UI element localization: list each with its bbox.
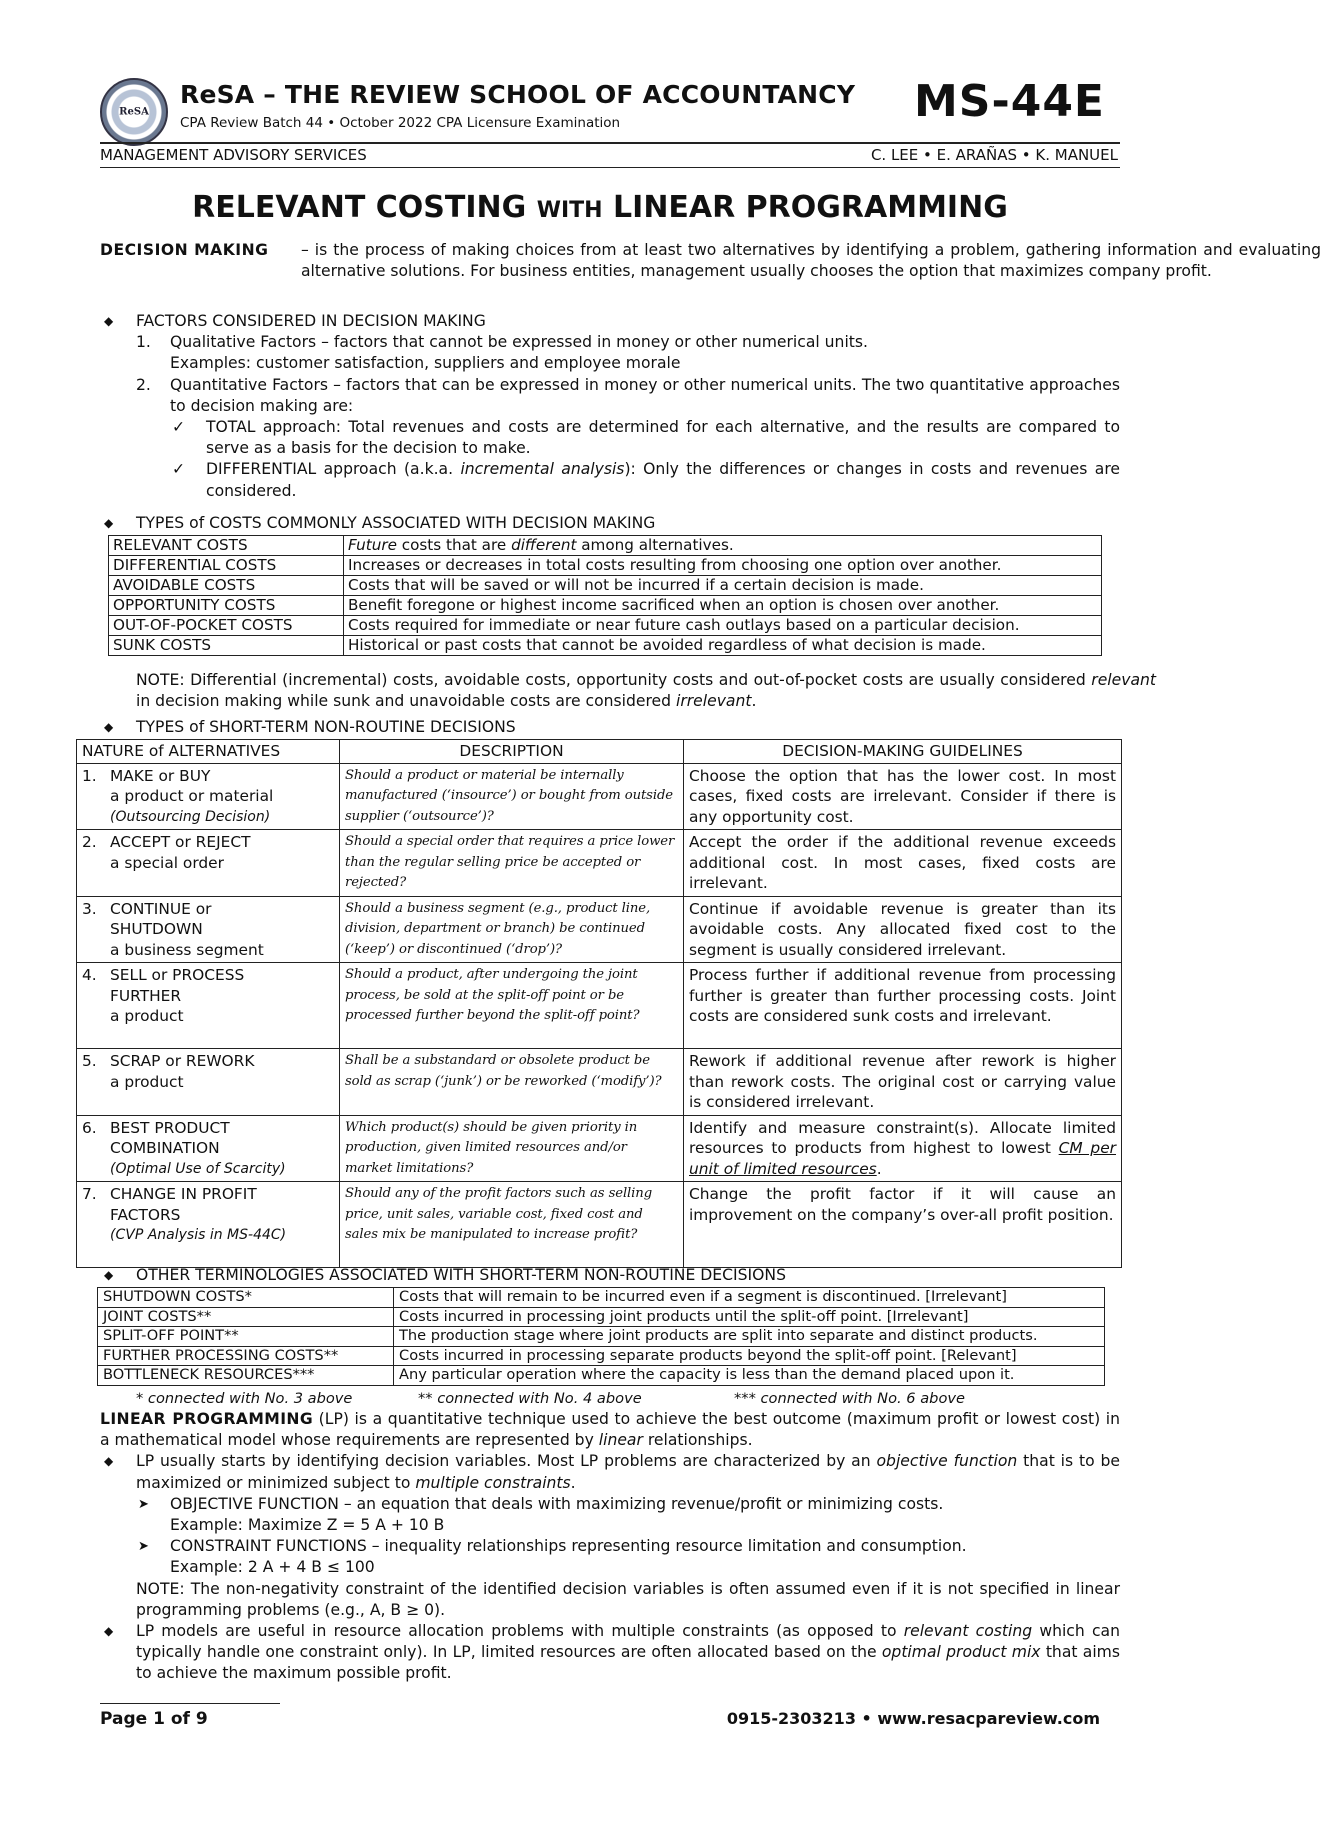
terminologies-table: [97, 1287, 1105, 1386]
document-page: ReSA ReSA – THE REVIEW SCHOOL OF ACCOUNTANCY CPA Review Batch 44 • October 2022 CPA Licensure Examination MS-44E MANAGEMENT ADVISORY SERVICES C. LEE • E. ARAÑAS • K. MANUEL RELEVANT COSTING WITH LINEAR PROGRAMMING DECISION MAKING – is the process of making choices from at least two alternatives by identifying a problem, gathering information and evaluating alternative solutions. For business entities, management usually chooses the option that maximizes company profit. ◆ FACTORS CONSIDERED IN DECISION MAKING 1. Qualitative Factors – factors that cannot be expressed in money or other numerical units. Examples: customer satisfaction, suppliers and employee morale 2. Quantitative Factors – factors that can be expressed in money or other numerical units. The two quantitative approaches to decision making are: ✓ TOTAL approach: Total revenues and costs are determined for each alternative, and the results are compared to serve as a basis for the decision to make. ✓ DIFFERENTIAL approach (a.k.a. incremental analysis): Only the differences or changes in costs and revenues are considered. ◆ TYPES of COSTS COMMONLY ASSOCIATED WITH DECISION MAKING RELEVANT COSTS Future costs that are different among alternatives. DIFFERENTIAL COSTS Increases or decreases in total costs resulting from choosing one option over another. AVOIDABLE COSTS Costs that will be saved or will not be incurred if a certain decision is made. OPPORTUNITY COSTS Benefit foregone or highest income sacrificed when an option is chosen over another. OUT-OF-POCKET COSTS Costs required for immediate or near future cash outlays based on a particular decision. SUNK COSTS Historical or past costs that cannot be avoided regardless of what decision is made. NOTE: Differential (incremental) costs, avoidable costs, opportunity costs and out-of-pocket costs are usually considered relevant in decision making while sunk and unavoidable costs are considered irrelevant. ◆ TYPES of SHORT-TERM NON-ROUTINE DECISIONS NATURE of ALTERNATIVES DESCRIPTION DECISION-MAKING GUIDELINES 1. MAKE or BUY a product or material (Outsourcing Decision) Should a product or material be internally manufactured (‘insource’) or bought from outside supplier (‘outsource’)? Choose the option that has the lower cost. In most cases, fixed costs are irrelevant. Consider if there is any opportunity cost. 2. ACCEPT or REJECT a special order Should a special order that requires a price lower than the regular selling price be accepted or rejected? Accept the order if the additional revenue exceeds additional cost. In most cases, fixed costs are irrelevant. 3. CONTINUE or SHUTDOWN a business segment Should a business segment (e.g., product line, division, department or branch) be continued (‘keep’) or discontinued (‘drop’)? Continue if avoidable revenue is greater than its avoidable costs. Any allocated fixed cost to the segment is usually considered irrelevant. 4. SELL or PROCESS FURTHER a product Should a product, after undergoing the joint process, be sold at the split-off point or be processed further beyond the split-off point? Process further if additional revenue from processing further is greater than further processing costs. Joint costs are considered sunk costs and irrelevant. 5. SCRAP or REWORK a product Shall be a substandard or obsolete product be sold as scrap (‘junk’) or be reworked (‘modify’)? Rework if additional revenue after rework is higher than rework costs. The original cost or carrying value is considered irrelevant. 6. BEST PRODUCT COMBINATION (Optimal Use of Scarcity) Which product(s) should be given priority in production, given limited resources and/or market limitations? Identify and measure constraint(s). Allocate limited resources to products from highest to lowest CM per unit of limited resources. 7. CHANGE IN PROFIT FACTORS (CVP Analysis in MS-44C) Should any of the profit factors such as selling price, unit sales, variable cost, fixed cost and sales mix be manipulated to increase profit? Change the profit factor if it will cause an improvement on the company’s over-all profit position. ◆ OTHER TERMINOLOGIES ASSOCIATED WITH SHORT-TERM NON-ROUTINE DECISIONS SHUTDOWN COSTS* Costs that will remain to be incurred even if a segment is discontinued. [Irrelevant] JOINT COSTS** Costs incurred in processing joint products until the split-off point. [Irrelevant] SPLIT-OFF POINT** The production stage where joint products are split into separate and distinct products. FURTHER PROCESSING COSTS** Costs incurred in processing separate products beyond the split-off point. [Relevant] BOTTLENECK RESOURCES*** Any particular operation where the capacity is less than the demand placed upon it. * connected with No. 3 above ** connected with No. 4 above *** connected with No. 6 above LINEAR PROGRAMMING (LP) is a quantitative technique used to achieve the best outcome (maximum profit or lowest cost) in a mathematical model whose requirements are represented by linear relationships. ◆ LP usually starts by identifying decision variables. Most LP problems are characterized by an objective function that is to be maximized or minimized subject to multiple constraints. ➤ OBJECTIVE FUNCTION – an equation that deals with maximizing revenue/profit or minimizing costs. Example: Maximize Z = 5 A + 10 B ➤ CONSTRAINT FUNCTIONS – inequality relationships representing resource limitation and consumption. Example: 2 A + 4 B ≤ 100 NOTE: The non-negativity constraint of the identified decision variables is often assumed even if it is not specified in linear programming problems (e.g., A, B ≥ 0). ◆ LP models are useful in resource allocation problems with multiple constraints (as opposed to relevant costing which can typically handle one constraint only). In LP, limited resources are often allocated based on the optimal product mix that aims to achieve the maximum possible profit. Page 1 of 9 0915-2303213 • www.resacpareview.com: [0, 0, 1200, 1835]
header-rule: [100, 142, 1120, 144]
contact-info: 0915-2303213 • www.resacpareview.com: [726, 1709, 1100, 1728]
constraint-functions: ➤ CONSTRAINT FUNCTIONS – inequality relationships representing resource limitation and consumption.: [138, 1537, 967, 1556]
table-row: BOTTLENECK RESOURCES*** Any particular operation where the capacity is less than the demand placed upon it.: [98, 1366, 1105, 1386]
authors: C. LEE • E. ARAÑAS • K. MANUEL: [870, 146, 1118, 164]
page-title: RELEVANT COSTING WITH LINEAR PROGRAMMING: [192, 190, 1008, 225]
table-row: 5. SCRAP or REWORK a product Shall be a substandard or obsolete product be sold as scrap (‘junk’) or be reworked (‘modify’)? Rework if additional revenue after rework is higher than rework costs. The original cost or carrying value is considered irrelevant.: [77, 1049, 1122, 1116]
page-number: Page 1 of 9: [100, 1709, 208, 1729]
table-row: SUNK COSTS Historical or past costs that cannot be avoided regardless of what decision is made.: [109, 636, 1102, 656]
cost-types-note: NOTE: Differential (incremental) costs, avoidable costs, opportunity costs and out-of-pocket costs are usually considered relevant in decision making while sunk and unavoidable costs are considered irrelevant.: [136, 671, 1156, 711]
table-row: DIFFERENTIAL COSTS Increases or decreases in total costs resulting from choosing one option over another.: [109, 556, 1102, 576]
cost-types-table: [108, 535, 1102, 656]
table-row: 2. ACCEPT or REJECT a special order Should a special order that requires a price lower than the regular selling price be accepted or rejected? Accept the order if the additional revenue exceeds additional cost. In most cases, fixed costs are irrelevant.: [77, 830, 1122, 897]
table-row: 6. BEST PRODUCT COMBINATION (Optimal Use of Scarcity) Which product(s) should be given priority in production, given limited resources and/or market limitations? Identify and measure constraint(s). Allocate limited resources to products from highest to lowest CM per unit of limited resources.: [77, 1115, 1122, 1182]
table-row: 7. CHANGE IN PROFIT FACTORS (CVP Analysis in MS-44C) Should any of the profit factors such as selling price, unit sales, variable cost, fixed cost and sales mix be manipulated to increase profit? Change the profit factor if it will cause an improvement on the company’s over-all profit position.: [77, 1182, 1122, 1268]
lp-bullet-2: ◆ LP models are useful in resource allocation problems with multiple constraints (as opposed to relevant costing which can typically handle one constraint only). In LP, limited resources are often allocated based on the optimal product mix that aims to achieve the maximum possible profit.: [104, 1622, 1120, 1683]
objective-function: ➤ OBJECTIVE FUNCTION – an equation that deals with maximizing revenue/profit or minimizing costs.: [138, 1494, 944, 1513]
objective-example: Example: Maximize Z = 5 A + 10 B: [170, 1516, 445, 1535]
table-row: 4. SELL or PROCESS FURTHER a product Should a product, after undergoing the joint process, be sold at the split-off point or be processed further beyond the split-off point? Process further if additional revenue from processing further is greater than further processing costs. Joint costs are considered sunk costs and irrelevant.: [77, 963, 1122, 1049]
table-row: OUT-OF-POCKET COSTS Costs required for immediate or near future cash outlays based on a particular decision.: [109, 616, 1102, 636]
differential-approach: ✓ DIFFERENTIAL approach (a.k.a. incremental analysis): Only the differences or changes in costs and revenues are considered.: [172, 460, 1120, 500]
footer-rule: [100, 1703, 280, 1704]
department: MANAGEMENT ADVISORY SERVICES: [100, 146, 367, 164]
lp-note: NOTE: The non-negativity constraint of the identified decision variables is often assumed even if it is not specified in linear programming problems (e.g., A, B ≥ 0).: [136, 1579, 1120, 1619]
table-row: SHUTDOWN COSTS* Costs that will remain to be incurred even if a segment is discontinued. [Irrelevant]: [98, 1288, 1105, 1308]
batch-line: CPA Review Batch 44 • October 2022 CPA Licensure Examination: [180, 115, 621, 131]
table-row: RELEVANT COSTS Future costs that are different among alternatives.: [109, 536, 1102, 556]
document-code: MS-44E: [913, 76, 1105, 127]
decisions-table: [76, 739, 1122, 1268]
table-row: 3. CONTINUE or SHUTDOWN a business segment Should a business segment (e.g., product line, division, department or branch) be continued (‘keep’) or discontinued (‘drop’)? Continue if avoidable revenue is greater than its avoidable costs. Any allocated fixed cost to the segment is usually considered irrelevant.: [77, 896, 1122, 963]
factors-section: [100, 311, 1120, 502]
header-rule-2: [100, 167, 1120, 168]
table-row: OPPORTUNITY COSTS Benefit foregone or highest income sacrificed when an option is chosen over another.: [109, 596, 1102, 616]
table-row: SPLIT-OFF POINT** The production stage where joint products are split into separate and distinct products.: [98, 1327, 1105, 1347]
lp-definition: LINEAR PROGRAMMING (LP) is a quantitative technique used to achieve the best outcome (maximum profit or lowest cost) in a mathematical model whose requirements are represented by linear relationships.: [100, 1410, 1120, 1450]
qualitative-factors: 1. Qualitative Factors – factors that cannot be expressed in money or other numerical units.: [136, 333, 868, 352]
cost-types-heading: ◆ TYPES of COSTS COMMONLY ASSOCIATED WITH DECISION MAKING: [104, 514, 656, 532]
table-row: AVOIDABLE COSTS Costs that will be saved or will not be incurred if a certain decision is made.: [109, 576, 1102, 596]
terminologies-heading: ◆ OTHER TERMINOLOGIES ASSOCIATED WITH SHORT-TERM NON-ROUTINE DECISIONS: [104, 1266, 786, 1284]
constraint-example: Example: 2 A + 4 B ≤ 100: [170, 1558, 375, 1577]
quantitative-factors: 2. Quantitative Factors – factors that can be expressed in money or other numerical units. The two quantitative approaches to decision making are:: [136, 375, 1120, 415]
factors-heading: ◆ FACTORS CONSIDERED IN DECISION MAKING: [104, 312, 486, 330]
total-approach: ✓ TOTAL approach: Total revenues and costs are determined for each alternative, and the results are compared to serve as a basis for the decision to make.: [172, 418, 1120, 458]
school-title: ReSA – THE REVIEW SCHOOL OF ACCOUNTANCY: [180, 80, 856, 109]
table-row: JOINT COSTS** Costs incurred in processing joint products until the split-off point. [Irrelevant]: [98, 1307, 1105, 1327]
decision-making-definition: DECISION MAKING – is the process of making choices from at least two alternatives by identifying a problem, gathering information and evaluating alternative solutions. For business entities, management usually chooses the option that maximizes company profit.: [100, 241, 1321, 281]
table-row: 1. MAKE or BUY a product or material (Outsourcing Decision) Should a product or material be internally manufactured (‘insource’) or bought from outside supplier (‘outsource’)? Choose the option that has the lower cost. In most cases, fixed costs are irrelevant. Consider if there is any opportunity cost.: [77, 763, 1122, 830]
qualitative-examples: Examples: customer satisfaction, suppliers and employee morale: [170, 354, 681, 373]
decisions-heading: ◆ TYPES of SHORT-TERM NON-ROUTINE DECISIONS: [104, 718, 516, 736]
lp-bullet-1: ◆ LP usually starts by identifying decision variables. Most LP problems are characterized by an objective function that is to be maximized or minimized subject to multiple constraints.: [104, 1452, 1121, 1492]
logo-text: ReSA: [119, 106, 149, 118]
lp-section: [100, 1409, 1120, 1685]
table-row: FURTHER PROCESSING COSTS** Costs incurred in processing separate products beyond the split-off point. [Relevant]: [98, 1346, 1105, 1366]
table-header-row: NATURE of ALTERNATIVES DESCRIPTION DECISION-MAKING GUIDELINES: [77, 740, 1122, 764]
resa-logo: [100, 78, 168, 146]
